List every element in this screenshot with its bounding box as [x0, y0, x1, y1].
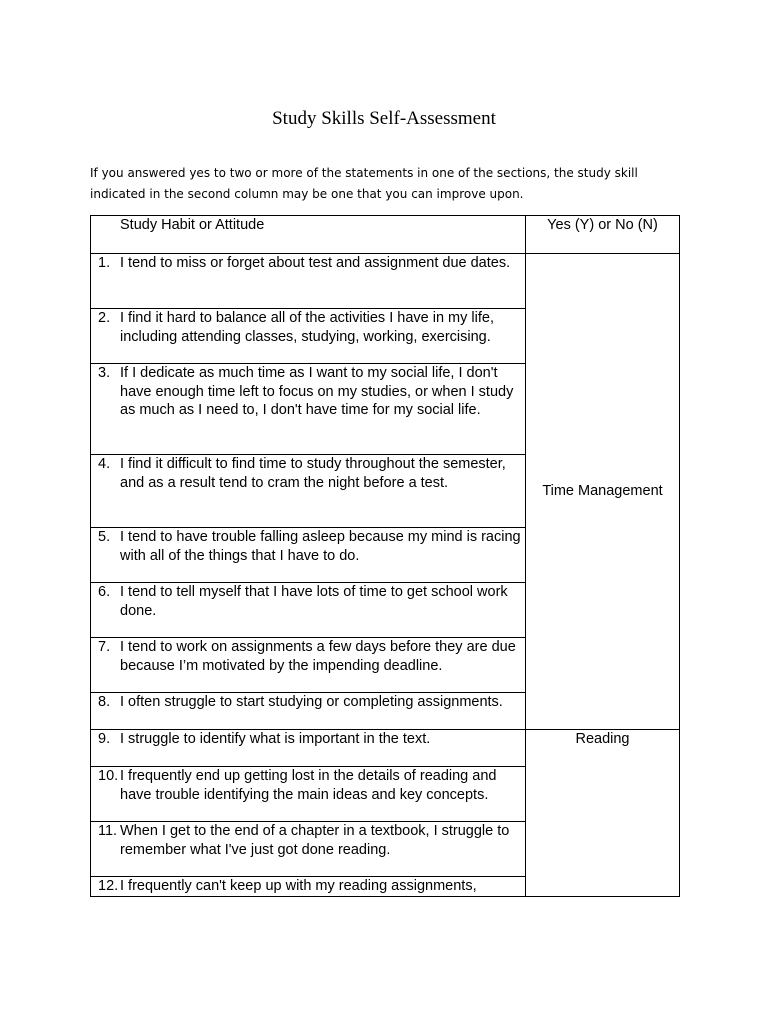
statement-cell [91, 455, 526, 528]
page-title: Study Skills Self-Assessment [272, 108, 496, 129]
header-habit-label: Study Habit or Attitude [120, 217, 265, 233]
statement-cell [91, 877, 526, 897]
statement-cell [91, 254, 526, 309]
intro-paragraph: If you answered yes to two or more of the statements in one of the sections, the study skill indicated in the second column may be one that you can improve upon. [90, 166, 638, 201]
item-text: I tend to work on assignments a few days before they are due because I’m motivated by the impending deadline. [120, 639, 516, 674]
item-number: 10. [98, 768, 119, 784]
item-number: 1. [98, 255, 111, 271]
item-text: When I get to the end of a chapter in a textbook, I struggle to remember what I've just got done reading. [120, 823, 510, 858]
item-text: I tend to tell myself that I have lots of time to get school work done. [120, 584, 508, 619]
header-answer-cell [526, 216, 680, 254]
item-number: 2. [98, 310, 111, 326]
item-text: I frequently end up getting lost in the details of reading and have trouble identifying the main ideas and key concepts. [120, 768, 497, 803]
item-text: I frequently can't keep up with my reading assignments, [120, 878, 477, 894]
category-reading [526, 730, 680, 897]
statement-cell [91, 638, 526, 693]
assessment-table [90, 215, 680, 897]
statement-cell [91, 822, 526, 877]
table-header-row [91, 216, 680, 254]
table-row [91, 254, 680, 309]
statement-cell [91, 309, 526, 364]
statement-cell [91, 364, 526, 455]
item-number: 12. [98, 878, 119, 894]
item-text: I tend to have trouble falling asleep because my mind is racing with all of the things that I have to do. [120, 529, 521, 564]
item-number: 7. [98, 639, 111, 655]
category-label: Reading [575, 731, 630, 747]
item-text: If I dedicate as much time as I want to my social life, I don't have enough time left to focus on my studies, or when I study as much as I need to, I don't have time for my social life. [120, 365, 514, 418]
item-text: I find it hard to balance all of the activities I have in my life, including attending classes, studying, working, exercising. [120, 310, 494, 345]
item-number: 4. [98, 456, 111, 472]
header-answer-label: Yes (Y) or No (N) [547, 217, 658, 233]
statement-cell [91, 730, 526, 767]
item-text: I find it difficult to find time to study throughout the semester, and as a result tend to cram the night before a test. [120, 456, 506, 491]
item-number: 3. [98, 365, 111, 381]
statement-cell [91, 693, 526, 730]
item-number: 9. [98, 731, 111, 747]
item-number: 11. [98, 823, 118, 839]
category-time-management [526, 254, 680, 730]
statement-cell [91, 583, 526, 638]
item-text: I struggle to identify what is important in the text. [120, 731, 431, 747]
item-text: I tend to miss or forget about test and assignment due dates. [120, 255, 511, 271]
item-text: I often struggle to start studying or completing assignments. [120, 694, 503, 710]
table-row [91, 730, 680, 767]
statement-cell [91, 528, 526, 583]
category-label: Time Management [542, 483, 663, 500]
item-number: 5. [98, 529, 111, 545]
item-number: 6. [98, 584, 111, 600]
item-number: 8. [98, 694, 111, 710]
statement-cell [91, 767, 526, 822]
header-habit-cell [91, 216, 526, 254]
